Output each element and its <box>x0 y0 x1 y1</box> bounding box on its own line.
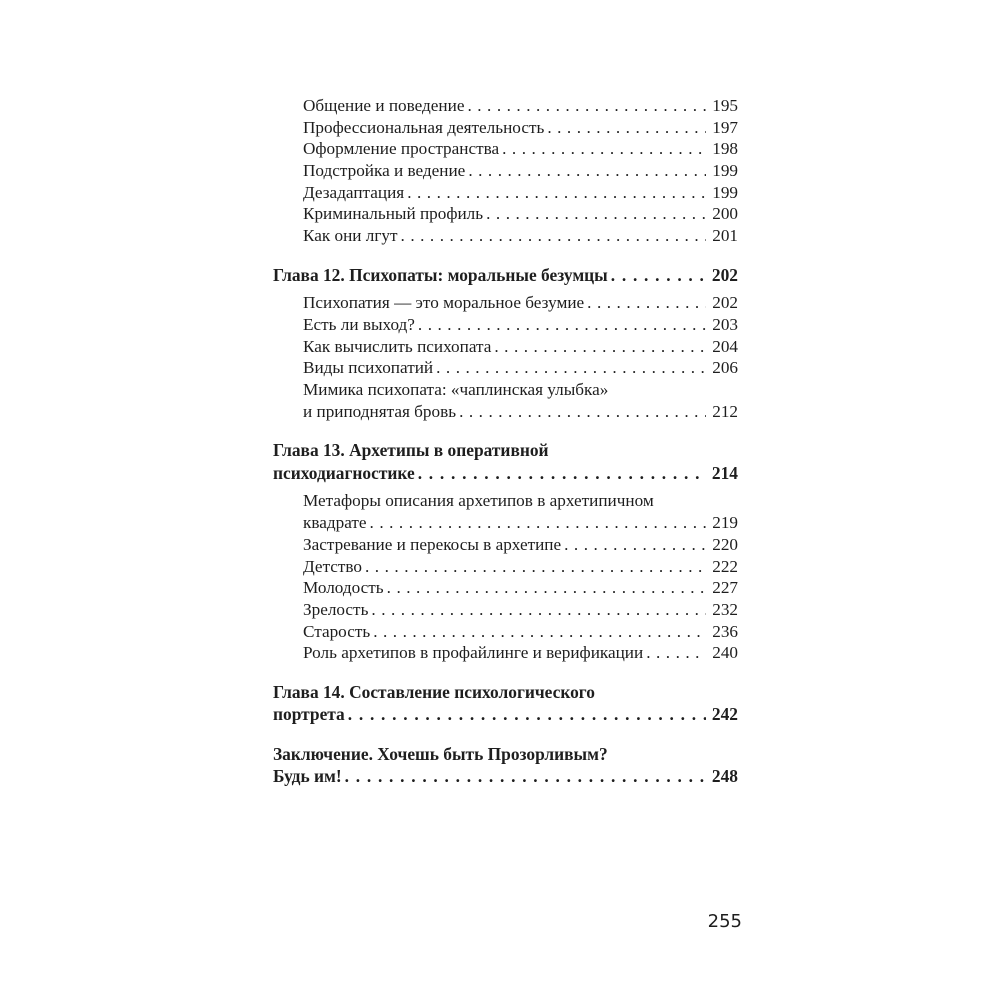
toc-page-number: 199 <box>712 161 738 181</box>
toc-page-number: 242 <box>711 704 738 725</box>
toc-page-number: 200 <box>712 204 738 224</box>
toc-page-number: 240 <box>712 643 738 663</box>
dot-leader <box>345 765 706 788</box>
toc-page-number: 206 <box>712 358 738 378</box>
section-entry <box>273 621 738 643</box>
dot-leader <box>370 512 707 534</box>
dot-leader <box>468 160 706 182</box>
dot-leader <box>436 357 706 379</box>
section-entry <box>273 336 738 358</box>
toc-entry-title: Дезадаптация <box>303 182 405 202</box>
section-entry <box>273 401 738 423</box>
toc-entry-title: Метафоры описания архетипов в архетипичном <box>303 491 654 511</box>
dot-leader <box>373 621 706 643</box>
toc-page-number: 232 <box>712 599 738 619</box>
dot-leader <box>494 336 706 358</box>
toc-page-number: 202 <box>711 264 738 285</box>
toc-entry-title: Мимика психопата: «чаплинская улыбка» <box>303 380 609 400</box>
toc-entry-title: Психопатия — это моральное безумие <box>303 293 585 313</box>
toc-entry-title: психодиагностике <box>273 462 415 483</box>
toc-entry-title: Подстройка и ведение <box>303 161 466 181</box>
chapter-line <box>273 681 738 704</box>
toc-page-number: 201 <box>712 226 738 246</box>
dot-leader <box>467 95 706 117</box>
toc-page-number: 222 <box>712 556 738 576</box>
section-entry <box>273 160 738 182</box>
dot-leader <box>646 642 706 664</box>
section-entry <box>273 292 738 314</box>
section-list <box>273 490 738 664</box>
toc-page-number: 212 <box>712 401 738 421</box>
section-list <box>273 95 738 247</box>
section-entry <box>273 512 738 534</box>
section-entry <box>273 117 738 139</box>
toc-entry-title: Виды психопатий <box>303 358 434 378</box>
chapter-entry <box>273 743 738 788</box>
chapter-entry <box>273 264 738 287</box>
dot-leader <box>371 599 706 621</box>
section-list <box>273 292 738 422</box>
section-entry <box>273 379 738 401</box>
toc-page-number: 199 <box>712 182 738 202</box>
section-entry <box>273 534 738 556</box>
section-entry <box>273 138 738 160</box>
toc-page-number: 198 <box>712 139 738 159</box>
dot-leader <box>365 556 706 578</box>
chapter-line <box>273 743 738 766</box>
toc-page-number: 203 <box>712 315 738 334</box>
toc-page-number: 248 <box>711 766 738 787</box>
section-entry <box>273 225 738 247</box>
toc-entry-title: Заключение. Хочешь быть Прозорливым? <box>273 743 608 764</box>
toc-entry-title: Криминальный профиль <box>303 204 484 224</box>
section-entry <box>273 577 738 599</box>
toc-entry-title: Глава 12. Психопаты: моральные безумцы <box>273 264 608 285</box>
chapter-line <box>273 439 738 462</box>
toc-page-number: 220 <box>712 534 738 554</box>
dot-leader <box>587 292 706 314</box>
dot-leader <box>418 462 706 485</box>
toc-page-number: 204 <box>712 336 738 356</box>
section-entry <box>273 357 738 379</box>
toc-page-number: 195 <box>712 96 738 115</box>
dot-leader <box>401 225 707 247</box>
chapter-line <box>273 703 738 726</box>
dot-leader <box>611 264 706 287</box>
toc-entry-title: Застревание и перекосы в архетипе <box>303 534 562 554</box>
toc-entry-title: Глава 14. Составление психологического <box>273 681 595 702</box>
toc-page-number: 219 <box>712 513 738 533</box>
toc-entry-title: Будь им! <box>273 766 342 787</box>
table-of-contents <box>273 95 738 794</box>
toc-entry-title: Зрелость <box>303 599 369 619</box>
toc-entry-title: Старость <box>303 621 371 641</box>
section-entry <box>273 95 738 117</box>
dot-leader <box>387 577 707 599</box>
toc-entry-title: Как они лгут <box>303 226 398 246</box>
chapter-line <box>273 462 738 485</box>
toc-entry-title: Как вычислить психопата <box>303 336 492 356</box>
dot-leader <box>564 534 706 556</box>
toc-entry-title: Есть ли выход? <box>303 315 415 334</box>
section-entry <box>273 642 738 664</box>
section-entry <box>273 556 738 578</box>
toc-entry-title: Оформление пространства <box>303 139 500 159</box>
chapter-entry <box>273 439 738 484</box>
dot-leader <box>348 703 706 726</box>
chapter-line <box>273 264 738 287</box>
toc-entry-title: Детство <box>303 556 363 576</box>
section-entry <box>273 182 738 204</box>
dot-leader <box>486 203 706 225</box>
toc-entry-title: Роль архетипов в профайлинге и верификации <box>303 643 644 663</box>
dot-leader <box>459 401 706 423</box>
section-entry <box>273 203 738 225</box>
dot-leader <box>418 314 706 336</box>
chapter-entry <box>273 681 738 726</box>
toc-page-number: 227 <box>712 578 738 598</box>
section-entry <box>273 599 738 621</box>
toc-page-number: 236 <box>712 621 738 641</box>
toc-entry-title: и приподнятая бровь <box>303 401 457 421</box>
toc-entry-title: Глава 13. Архетипы в оперативной <box>273 440 549 461</box>
toc-page-number: 197 <box>712 117 738 137</box>
section-entry <box>273 314 738 336</box>
section-entry <box>273 490 738 512</box>
toc-entry-title: квадрате <box>303 513 367 533</box>
toc-entry-title: Общение и поведение <box>303 96 465 115</box>
toc-entry-title: портрета <box>273 704 345 725</box>
toc-page-number: 214 <box>711 462 738 483</box>
toc-entry-title: Молодость <box>303 578 384 598</box>
chapter-line <box>273 765 738 788</box>
dot-leader <box>502 138 706 160</box>
toc-entry-title: Профессиональная деятельность <box>303 117 545 137</box>
dot-leader <box>547 117 706 139</box>
dot-leader <box>407 182 706 204</box>
toc-page-number: 202 <box>712 293 738 313</box>
page-number: 255 <box>707 911 742 932</box>
